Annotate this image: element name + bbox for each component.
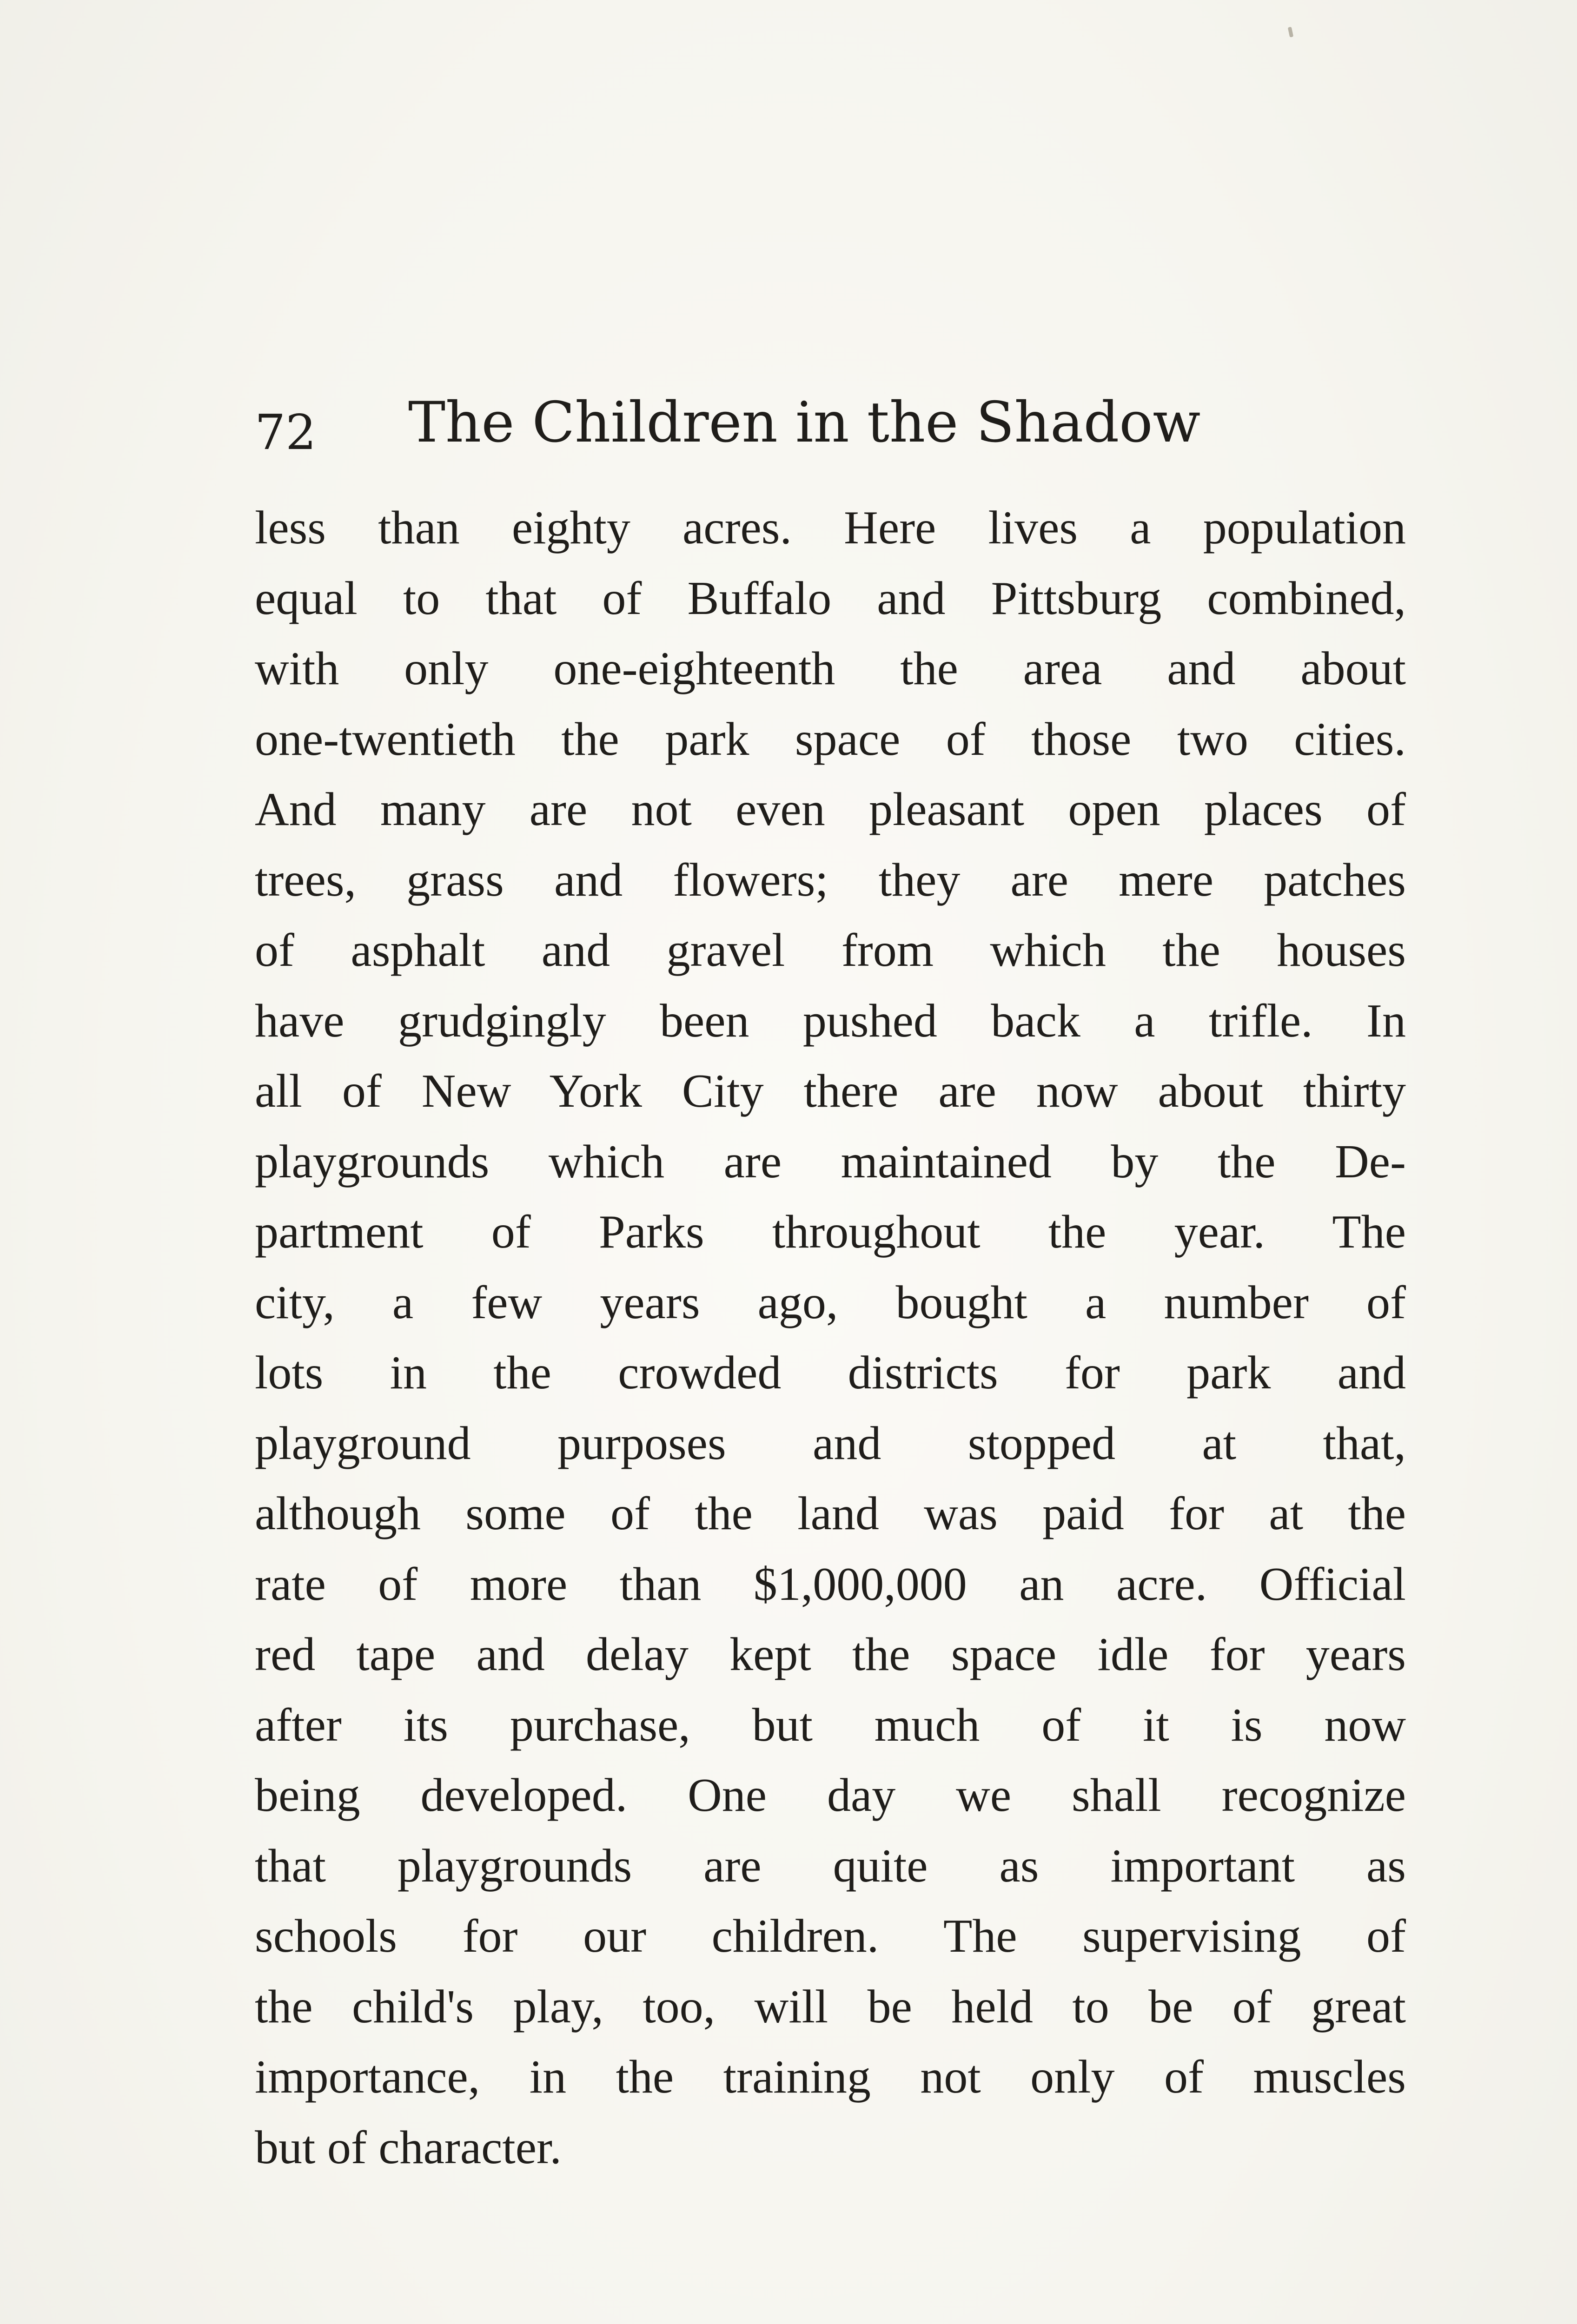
text-line: the child's play, too, will be held to be of great bbox=[255, 1980, 1406, 2033]
page-header bbox=[255, 390, 1417, 469]
body-text bbox=[255, 493, 1406, 2183]
text-line: one-twentieth the park space of those two cities. bbox=[255, 713, 1406, 766]
text-line-last: but of character. bbox=[255, 2121, 562, 2174]
text-line: of asphalt and gravel from which the houses bbox=[255, 924, 1406, 977]
page-number: 72 bbox=[255, 404, 317, 461]
text-line: with only one-eighteenth the area and about bbox=[255, 642, 1406, 695]
text-line: that playgrounds are quite as important as bbox=[255, 1839, 1406, 1892]
text-line: after its purchase, but much of it is now bbox=[255, 1698, 1406, 1751]
text-line: And many are not even pleasant open places of bbox=[255, 783, 1406, 836]
text-line: trees, grass and flowers; they are mere patches bbox=[255, 853, 1406, 906]
text-line: being developed. One day we shall recognize bbox=[255, 1769, 1406, 1822]
text-line: all of New York City there are now about thirty bbox=[255, 1065, 1406, 1117]
text-line: playgrounds which are maintained by the De- bbox=[255, 1135, 1406, 1188]
text-line: rate of more than $1,000,000 an acre. Official bbox=[255, 1558, 1406, 1611]
text-line: red tape and delay kept the space idle for years bbox=[255, 1628, 1406, 1681]
text-line: equal to that of Buffalo and Pittsburg combined, bbox=[255, 572, 1406, 625]
text-line: city, a few years ago, bought a number of bbox=[255, 1276, 1406, 1329]
running-title: The Children in the Shadow bbox=[408, 390, 1201, 455]
paper-speck bbox=[1288, 26, 1293, 37]
text-line: although some of the land was paid for at the bbox=[255, 1487, 1406, 1540]
text-line: schools for our children. The supervising of bbox=[255, 1910, 1406, 1962]
text-line: less than eighty acres. Here lives a population bbox=[255, 502, 1406, 554]
text-line: importance, in the training not only of muscles bbox=[255, 2051, 1406, 2103]
text-line: partment of Parks throughout the year. The bbox=[255, 1206, 1406, 1258]
text-line: have grudgingly been pushed back a trifle. In bbox=[255, 994, 1406, 1047]
text-line: lots in the crowded districts for park and bbox=[255, 1347, 1406, 1399]
text-line: playground purposes and stopped at that, bbox=[255, 1417, 1406, 1470]
